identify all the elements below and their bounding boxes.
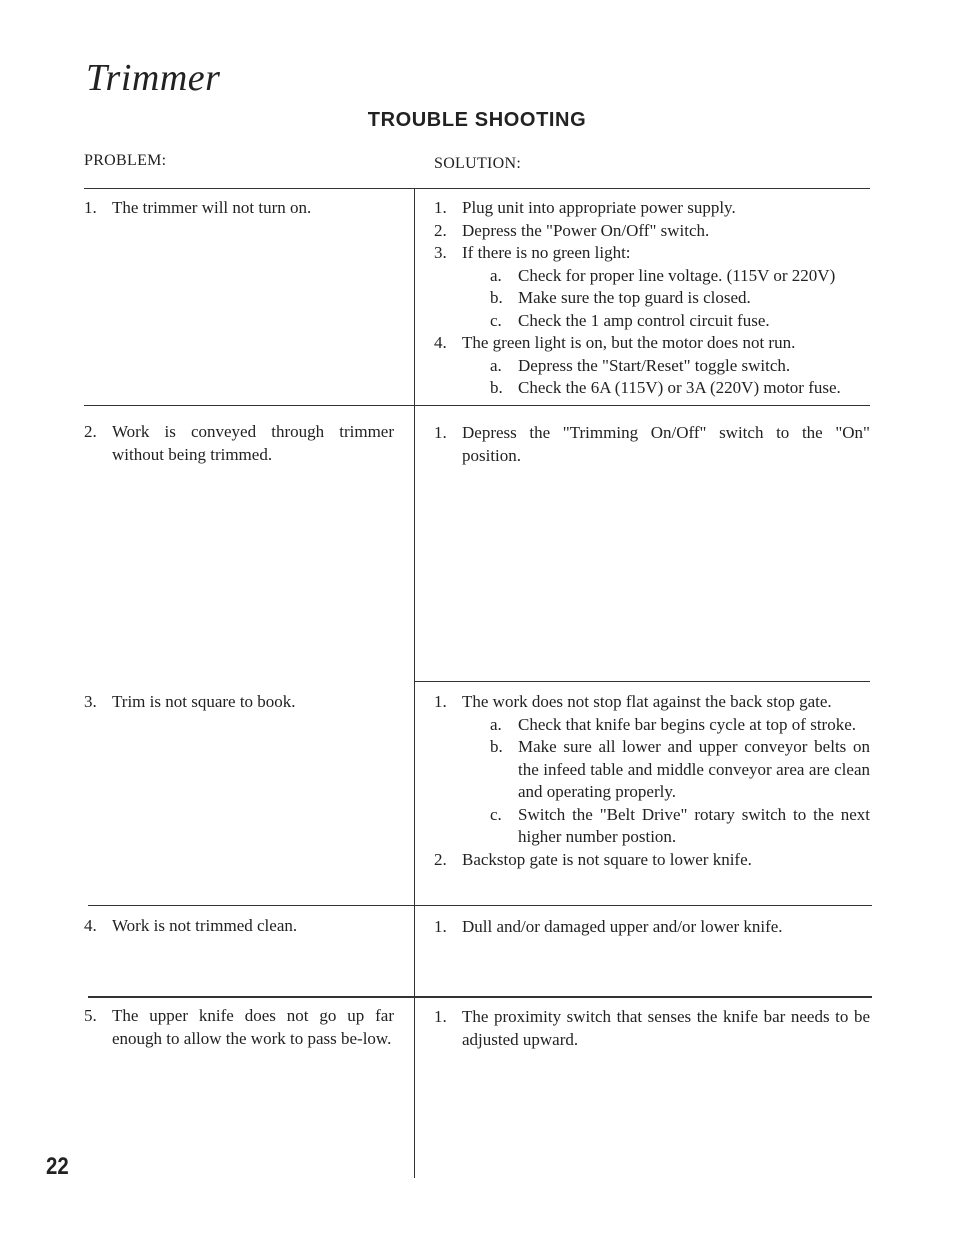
problem-5 bbox=[84, 1004, 394, 1050]
section-heading bbox=[0, 109, 954, 132]
substep-letter: a. bbox=[490, 355, 502, 375]
row-divider-2 bbox=[414, 681, 870, 682]
substep-text: Check the 6A (115V) or 3A (220V) motor fuse. bbox=[518, 378, 841, 397]
problem-text: The upper knife does not go up far enough to allow the work to pass be-low. bbox=[112, 1006, 394, 1048]
problem-2 bbox=[84, 420, 394, 466]
step-text: The proximity switch that senses the knife bar needs to be adjusted upward. bbox=[462, 1007, 870, 1049]
page-number: 22 bbox=[46, 1153, 69, 1180]
row-divider-4 bbox=[88, 996, 872, 998]
problem-text: The trimmer will not turn on. bbox=[112, 198, 312, 217]
substep-text: Check for proper line voltage. (115V or 220V) bbox=[518, 265, 836, 285]
solution-1 bbox=[434, 197, 870, 400]
problem-4 bbox=[84, 914, 394, 937]
substep-text: Make sure all lower and upper conveyor belts on the infeed table and middle conveyor area are clean and operating properly. bbox=[518, 737, 870, 801]
step-number: 2. bbox=[434, 849, 447, 869]
substep-letter: b. bbox=[490, 378, 503, 397]
step-number: 1. bbox=[434, 917, 447, 936]
substep-text: Depress the "Start/Reset" toggle switch. bbox=[518, 355, 791, 375]
problem-number: 4. bbox=[84, 916, 97, 935]
substep-text: Check the 1 amp control circuit fuse. bbox=[518, 310, 770, 330]
step-number: 1. bbox=[434, 1007, 447, 1026]
step-number: 1. bbox=[434, 692, 447, 711]
step-text: The green light is on, but the motor does not run. bbox=[462, 333, 796, 352]
problem-column-label: PROBLEM: bbox=[84, 152, 167, 169]
row-divider-3 bbox=[88, 905, 872, 906]
substep-letter: b. bbox=[490, 737, 503, 756]
step-text: Depress the "Power On/Off" switch. bbox=[462, 220, 710, 240]
substep-letter: a. bbox=[490, 265, 502, 285]
problem-number: 3. bbox=[84, 692, 97, 711]
problem-1 bbox=[84, 196, 394, 219]
column-divider bbox=[414, 188, 415, 1178]
problem-number: 5. bbox=[84, 1006, 97, 1025]
solution-column-label: SOLUTION: bbox=[434, 155, 522, 172]
problem-text: Work is conveyed through trimmer without being trimmed. bbox=[112, 422, 394, 464]
substep-text: Check that knife bar begins cycle at top of stroke. bbox=[518, 714, 856, 734]
step-text: Plug unit into appropriate power supply. bbox=[462, 198, 736, 217]
step-number: 4. bbox=[434, 333, 447, 352]
problem-text: Work is not trimmed clean. bbox=[112, 916, 298, 935]
header-rule bbox=[84, 188, 870, 189]
solution-4 bbox=[434, 916, 870, 939]
step-number: 1. bbox=[434, 198, 447, 217]
substep-letter: c. bbox=[490, 310, 502, 330]
solution-2 bbox=[434, 422, 870, 467]
substep-letter: a. bbox=[490, 714, 502, 734]
step-number: 1. bbox=[434, 423, 447, 442]
problem-3 bbox=[84, 690, 394, 713]
substep-text: Make sure the top guard is closed. bbox=[518, 288, 751, 307]
section-heading-text: TROUBLE SHOOTING bbox=[367, 109, 587, 131]
problem-text: Trim is not square to book. bbox=[112, 692, 296, 711]
step-text: If there is no green light: bbox=[462, 243, 631, 262]
step-number: 2. bbox=[434, 220, 447, 240]
step-text: Depress the "Trimming On/Off" switch to the "On" position. bbox=[462, 423, 870, 465]
substep-letter: b. bbox=[490, 288, 503, 307]
solution-3 bbox=[434, 691, 870, 871]
step-number: 3. bbox=[434, 243, 447, 262]
step-text: Dull and/or damaged upper and/or lower knife. bbox=[462, 917, 783, 936]
step-text: The work does not stop flat against the back stop gate. bbox=[462, 692, 832, 711]
problem-number: 2. bbox=[84, 422, 97, 441]
problem-number: 1. bbox=[84, 198, 97, 217]
page-title: Trimmer bbox=[86, 57, 221, 99]
row-divider-1 bbox=[84, 405, 870, 406]
step-text: Backstop gate is not square to lower knife. bbox=[462, 849, 752, 869]
solution-5 bbox=[434, 1006, 870, 1051]
substep-letter: c. bbox=[490, 804, 502, 824]
substep-text: Switch the "Belt Drive" rotary switch to the next higher number postion. bbox=[518, 804, 870, 846]
